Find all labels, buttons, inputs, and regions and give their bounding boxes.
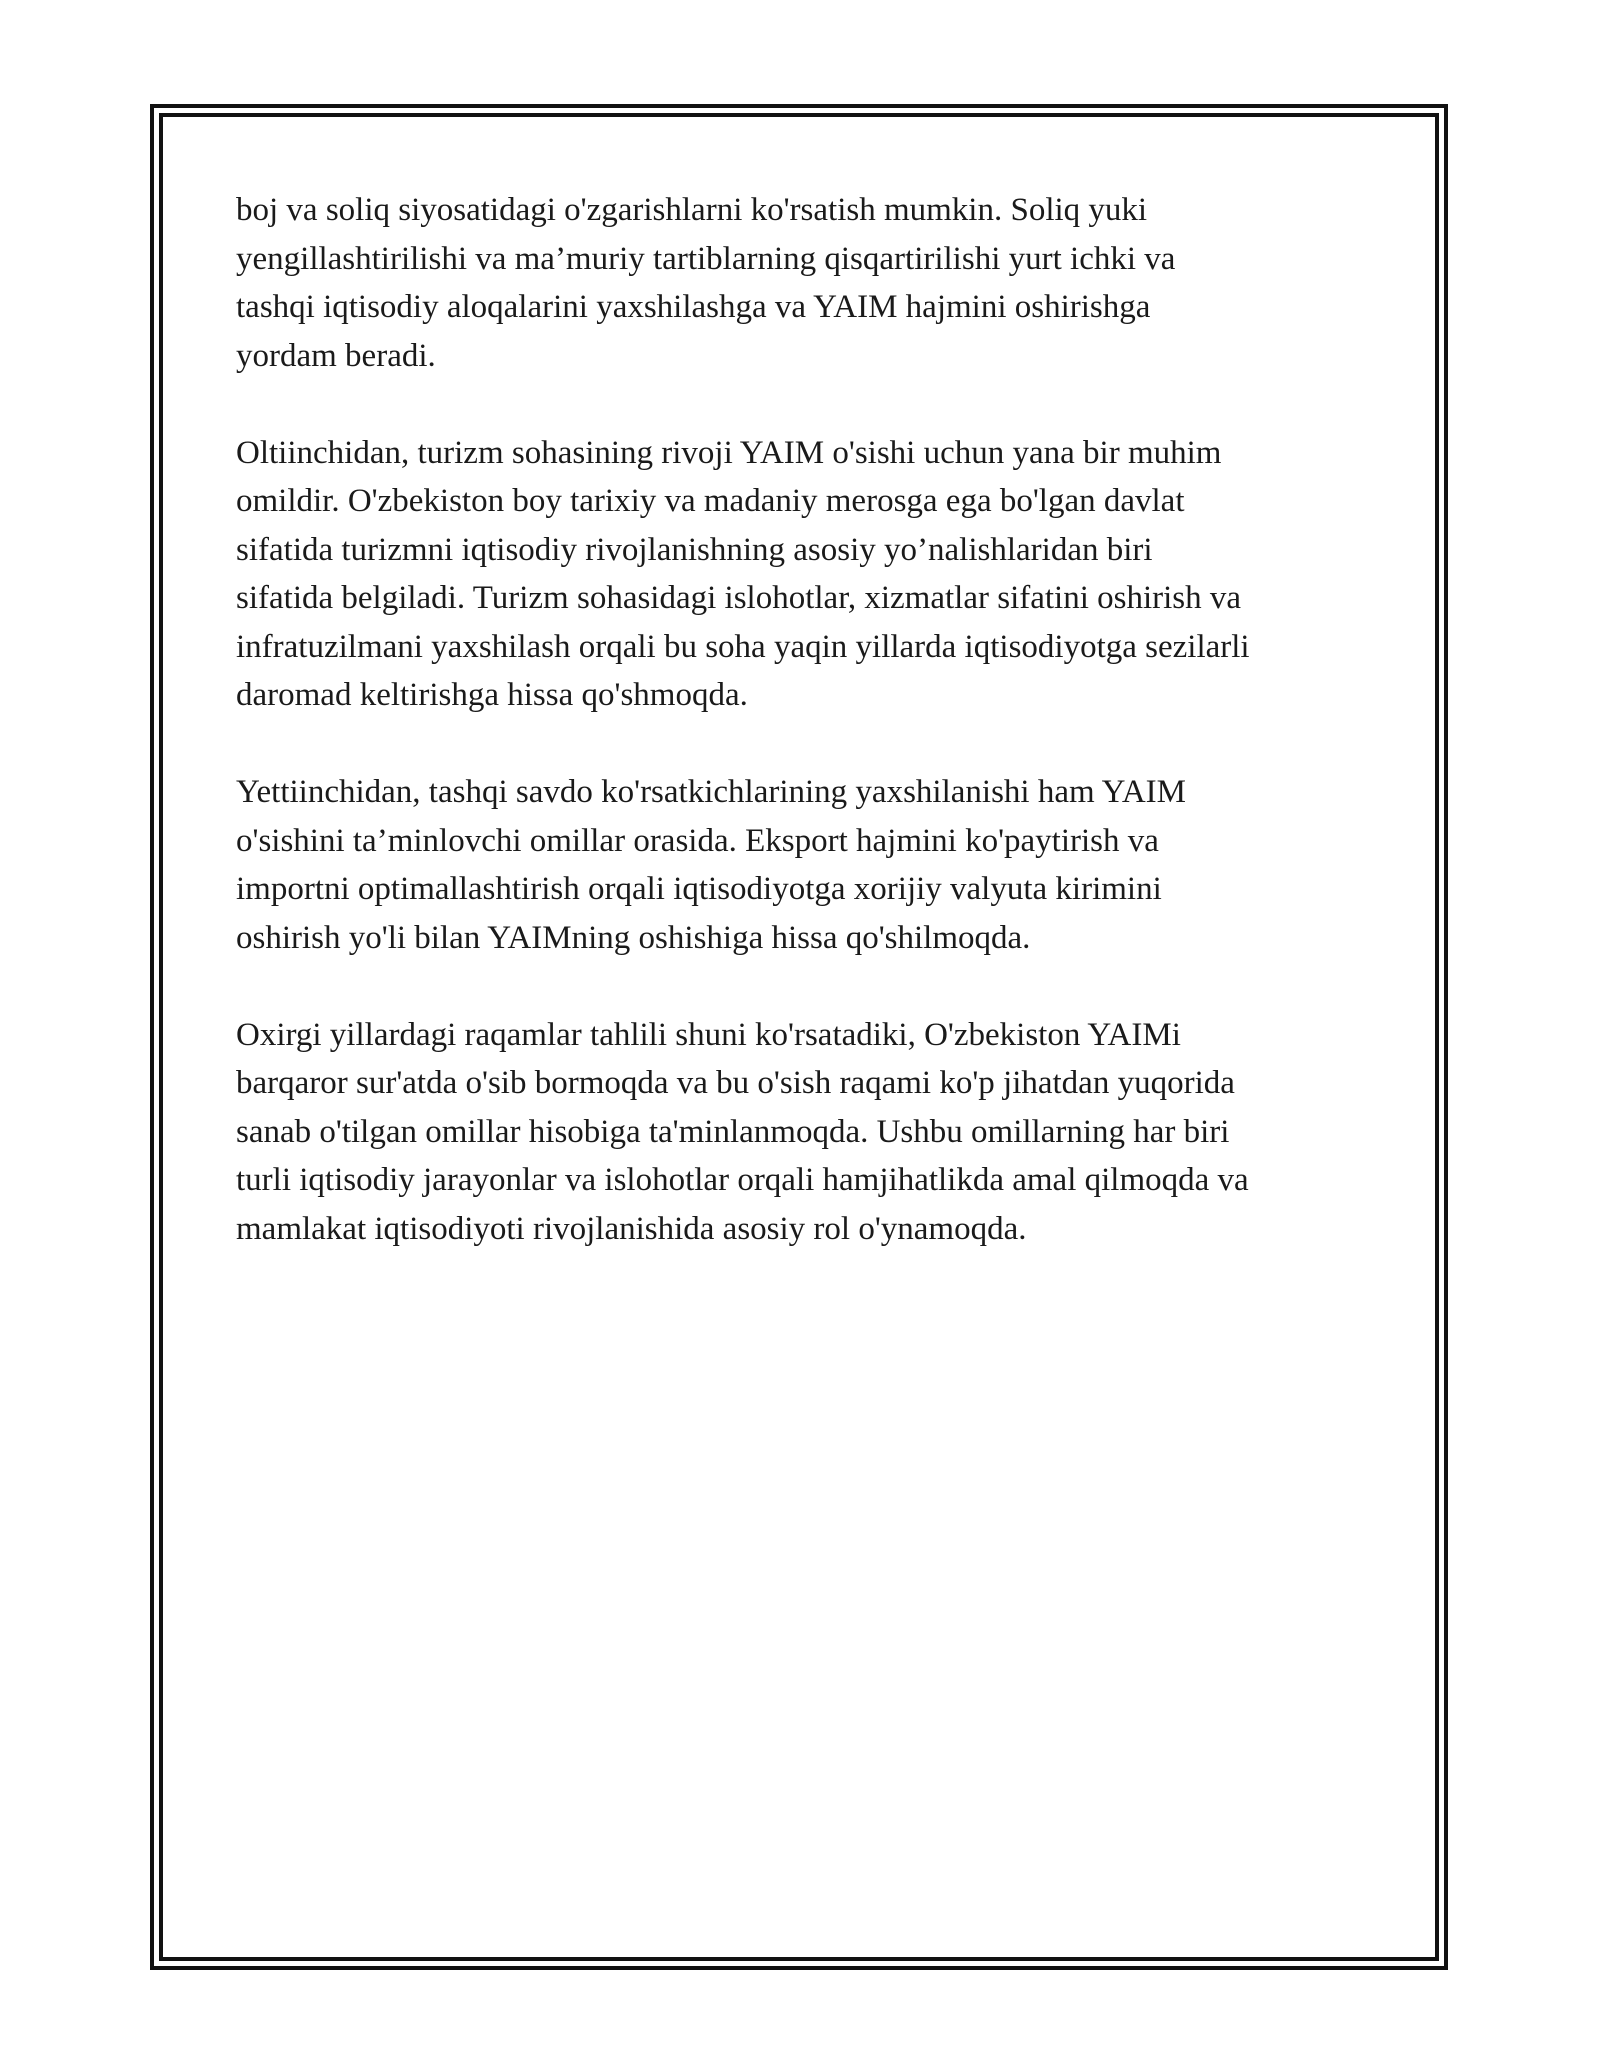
text-line: Oxirgi yillardagi raqamlar tahlili shuni ko'rsatadiki, O'zbekiston YAIMi bbox=[236, 1016, 1181, 1053]
text-line: tashqi iqtisodiy aloqalarini yaxshilashga va YAIM hajmini oshirishga bbox=[236, 289, 1151, 325]
paragraph-foreign-trade bbox=[236, 768, 1366, 962]
paragraph-conclusion bbox=[236, 1011, 1366, 1254]
text-line: sifatida belgiladi. Turizm sohasidagi islohotlar, xizmatlar sifatini oshirish va bbox=[236, 580, 1242, 616]
text-line: Oltiinchidan, turizm sohasining rivoji YAIM o'sishi uchun yana bir muhim bbox=[236, 434, 1222, 471]
paragraph-tax-policy bbox=[236, 186, 1366, 380]
text-line: oshirish yo'li bilan YAIMning oshishiga hissa qo'shilmoqda. bbox=[236, 919, 1031, 956]
text-line: turli iqtisodiy jarayonlar va islohotlar orqali hamjihatlikda amal qilmoqda va bbox=[236, 1162, 1249, 1198]
text-line: Yettiinchidan, tashqi savdo ko'rsatkichlarining yaxshilanishi ham YAIM bbox=[236, 774, 1187, 810]
text-line: yengillashtirilishi va ma’muriy tartiblarning qisqartirilishi yurt ichki va bbox=[236, 240, 1176, 277]
text-line: barqaror sur'atda o'sib bormoqda va bu o'sish raqami ko'p jihatdan yuqorida bbox=[236, 1065, 1235, 1101]
text-line: infratuzilmani yaxshilash orqali bu soha yaqin yillarda iqtisodiyotga sezilarli bbox=[236, 628, 1250, 665]
text-line: mamlakat iqtisodiyoti rivojlanishida asosiy rol o'ynamoqda. bbox=[236, 1210, 1027, 1247]
text-line: yordam beradi. bbox=[236, 337, 436, 374]
text-line: sifatida turizmni iqtisodiy rivojlanishning asosiy yo’nalishlaridan biri bbox=[236, 531, 1153, 568]
text-line: boj va soliq siyosatidagi o'zgarishlarni ko'rsatish mumkin. Soliq yuki bbox=[236, 192, 1148, 228]
text-line: daromad keltirishga hissa qo'shmoqda. bbox=[236, 677, 748, 713]
document-body bbox=[236, 186, 1366, 1302]
text-line: importni optimallashtirish orqali iqtisodiyotga xorijiy valyuta kirimini bbox=[236, 871, 1162, 907]
text-line: sanab o'tilgan omillar hisobiga ta'minlanmoqda. Ushbu omillarning har biri bbox=[236, 1113, 1230, 1150]
text-line: omildir. O'zbekiston boy tarixiy va madaniy merosga ega bo'lgan davlat bbox=[236, 483, 1185, 519]
paragraph-tourism bbox=[236, 429, 1366, 720]
text-line: o'sishini ta’minlovchi omillar orasida. Eksport hajmini ko'paytirish va bbox=[236, 822, 1159, 859]
